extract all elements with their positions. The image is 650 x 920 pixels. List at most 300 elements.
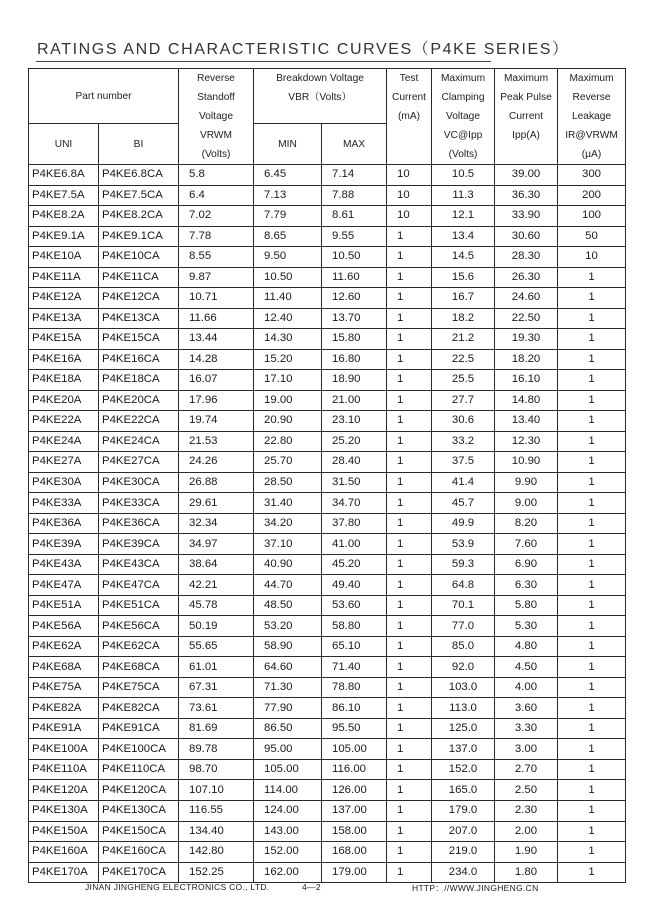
- cell-uni-part: P4KE160A: [29, 842, 99, 863]
- cell-peak-pulse-current: 19.30: [495, 329, 558, 350]
- cell-peak-pulse-current: 3.30: [495, 718, 558, 739]
- cell-clamping-voltage: 16.7: [432, 288, 495, 309]
- cell-uni-part: P4KE120A: [29, 780, 99, 801]
- cell-uni-part: P4KE100A: [29, 739, 99, 760]
- cell-reverse-leakage: 1: [558, 677, 626, 698]
- header-reverse-leakage: [558, 69, 626, 165]
- cell-clamping-voltage: 45.7: [432, 493, 495, 514]
- cell-bi-part: P4KE56CA: [99, 616, 179, 637]
- cell-vbr-min: 28.50: [254, 472, 322, 493]
- cell-clamping-voltage: 12.1: [432, 206, 495, 227]
- cell-reverse-leakage: 1: [558, 267, 626, 288]
- cell-clamping-voltage: 22.5: [432, 349, 495, 370]
- cell-bi-part: P4KE15CA: [99, 329, 179, 350]
- table-row: [29, 349, 626, 370]
- cell-uni-part: P4KE56A: [29, 616, 99, 637]
- table-row: [29, 329, 626, 350]
- cell-vrwm: 152.25: [179, 862, 254, 883]
- header-line: Maximum: [440, 73, 486, 84]
- table-row: [29, 575, 626, 596]
- cell-reverse-leakage: 50: [558, 226, 626, 247]
- cell-uni-part: P4KE30A: [29, 472, 99, 493]
- cell-reverse-leakage: 1: [558, 821, 626, 842]
- cell-vbr-min: 48.50: [254, 595, 322, 616]
- cell-uni-part: P4KE8.2A: [29, 206, 99, 227]
- cell-bi-part: P4KE62CA: [99, 636, 179, 657]
- cell-peak-pulse-current: 26.30: [495, 267, 558, 288]
- cell-vrwm: 61.01: [179, 657, 254, 678]
- cell-clamping-voltage: 30.6: [432, 411, 495, 432]
- table-row: [29, 226, 626, 247]
- cell-reverse-leakage: 1: [558, 370, 626, 391]
- cell-vrwm: 9.87: [179, 267, 254, 288]
- cell-uni-part: P4KE91A: [29, 718, 99, 739]
- table-row: [29, 698, 626, 719]
- cell-vbr-min: 15.20: [254, 349, 322, 370]
- cell-vbr-max: 7.14: [322, 165, 387, 186]
- header-reverse-standoff: [179, 69, 254, 165]
- cell-uni-part: P4KE20A: [29, 390, 99, 411]
- cell-test-current: 1: [387, 759, 432, 780]
- cell-reverse-leakage: 1: [558, 862, 626, 883]
- cell-test-current: 1: [387, 800, 432, 821]
- cell-reverse-leakage: 1: [558, 739, 626, 760]
- cell-vbr-max: 116.00: [322, 759, 387, 780]
- cell-uni-part: P4KE82A: [29, 698, 99, 719]
- header-line: Voltage: [446, 111, 481, 122]
- cell-peak-pulse-current: 5.30: [495, 616, 558, 637]
- cell-uni-part: P4KE39A: [29, 534, 99, 555]
- cell-bi-part: P4KE43CA: [99, 554, 179, 575]
- table-row: [29, 390, 626, 411]
- cell-peak-pulse-current: 2.00: [495, 821, 558, 842]
- cell-clamping-voltage: 85.0: [432, 636, 495, 657]
- cell-vrwm: 17.96: [179, 390, 254, 411]
- cell-uni-part: P4KE47A: [29, 575, 99, 596]
- header-line: (μA): [581, 149, 602, 160]
- cell-vbr-min: 71.30: [254, 677, 322, 698]
- cell-test-current: 1: [387, 534, 432, 555]
- cell-vbr-max: 105.00: [322, 739, 387, 760]
- header-vbr-label: VBR（Volts）: [288, 92, 352, 103]
- cell-clamping-voltage: 70.1: [432, 595, 495, 616]
- cell-vrwm: 21.53: [179, 431, 254, 452]
- cell-clamping-voltage: 21.2: [432, 329, 495, 350]
- cell-peak-pulse-current: 4.80: [495, 636, 558, 657]
- cell-vbr-min: 9.50: [254, 247, 322, 268]
- cell-uni-part: P4KE9.1A: [29, 226, 99, 247]
- cell-peak-pulse-current: 7.60: [495, 534, 558, 555]
- header-min: MIN: [254, 124, 322, 165]
- cell-peak-pulse-current: 28.30: [495, 247, 558, 268]
- cell-vbr-max: 7.88: [322, 185, 387, 206]
- table-row: [29, 308, 626, 329]
- cell-reverse-leakage: 1: [558, 698, 626, 719]
- cell-peak-pulse-current: 3.00: [495, 739, 558, 760]
- cell-vbr-max: 37.80: [322, 513, 387, 534]
- cell-bi-part: P4KE9.1CA: [99, 226, 179, 247]
- cell-vbr-min: 105.00: [254, 759, 322, 780]
- cell-peak-pulse-current: 14.80: [495, 390, 558, 411]
- cell-test-current: 1: [387, 657, 432, 678]
- cell-clamping-voltage: 25.5: [432, 370, 495, 391]
- cell-vrwm: 107.10: [179, 780, 254, 801]
- cell-vrwm: 34.97: [179, 534, 254, 555]
- cell-test-current: 1: [387, 718, 432, 739]
- cell-vbr-max: 34.70: [322, 493, 387, 514]
- header-peak-pulse-current: [495, 69, 558, 165]
- cell-peak-pulse-current: 33.90: [495, 206, 558, 227]
- cell-peak-pulse-current: 4.50: [495, 657, 558, 678]
- header-line: Reverse: [572, 92, 611, 103]
- header-line: Current: [392, 92, 426, 103]
- table-row: [29, 554, 626, 575]
- cell-uni-part: P4KE130A: [29, 800, 99, 821]
- cell-uni-part: P4KE62A: [29, 636, 99, 657]
- header-line: IR@VRWM: [565, 130, 618, 141]
- table-row: [29, 267, 626, 288]
- table-row: [29, 411, 626, 432]
- cell-clamping-voltage: 49.9: [432, 513, 495, 534]
- cell-vbr-min: 162.00: [254, 862, 322, 883]
- cell-reverse-leakage: 1: [558, 308, 626, 329]
- cell-vrwm: 32.34: [179, 513, 254, 534]
- cell-reverse-leakage: 1: [558, 390, 626, 411]
- cell-test-current: 1: [387, 288, 432, 309]
- cell-bi-part: P4KE16CA: [99, 349, 179, 370]
- cell-reverse-leakage: 1: [558, 288, 626, 309]
- cell-uni-part: P4KE68A: [29, 657, 99, 678]
- cell-bi-part: P4KE33CA: [99, 493, 179, 514]
- cell-vbr-max: 71.40: [322, 657, 387, 678]
- cell-test-current: 1: [387, 267, 432, 288]
- cell-bi-part: P4KE30CA: [99, 472, 179, 493]
- cell-bi-part: P4KE8.2CA: [99, 206, 179, 227]
- cell-vrwm: 50.19: [179, 616, 254, 637]
- cell-bi-part: P4KE150CA: [99, 821, 179, 842]
- cell-vbr-max: 95.50: [322, 718, 387, 739]
- cell-vrwm: 73.61: [179, 698, 254, 719]
- cell-vbr-max: 58.80: [322, 616, 387, 637]
- cell-bi-part: P4KE36CA: [99, 513, 179, 534]
- cell-bi-part: P4KE160CA: [99, 842, 179, 863]
- cell-vbr-min: 95.00: [254, 739, 322, 760]
- cell-vbr-min: 124.00: [254, 800, 322, 821]
- cell-uni-part: P4KE6.8A: [29, 165, 99, 186]
- cell-vbr-max: 25.20: [322, 431, 387, 452]
- cell-bi-part: P4KE39CA: [99, 534, 179, 555]
- cell-peak-pulse-current: 39.00: [495, 165, 558, 186]
- cell-vbr-max: 23.10: [322, 411, 387, 432]
- cell-vrwm: 142.80: [179, 842, 254, 863]
- cell-bi-part: P4KE47CA: [99, 575, 179, 596]
- cell-reverse-leakage: 1: [558, 575, 626, 596]
- cell-vrwm: 6.4: [179, 185, 254, 206]
- cell-vbr-max: 16.80: [322, 349, 387, 370]
- cell-vbr-min: 53.20: [254, 616, 322, 637]
- cell-test-current: 1: [387, 554, 432, 575]
- cell-bi-part: P4KE13CA: [99, 308, 179, 329]
- cell-vbr-min: 114.00: [254, 780, 322, 801]
- cell-bi-part: P4KE20CA: [99, 390, 179, 411]
- table-row: [29, 821, 626, 842]
- cell-vrwm: 89.78: [179, 739, 254, 760]
- cell-clamping-voltage: 219.0: [432, 842, 495, 863]
- cell-vrwm: 24.26: [179, 452, 254, 473]
- cell-reverse-leakage: 300: [558, 165, 626, 186]
- table-row: [29, 452, 626, 473]
- cell-vrwm: 7.78: [179, 226, 254, 247]
- cell-peak-pulse-current: 9.90: [495, 472, 558, 493]
- header-clamping-voltage: [432, 69, 495, 165]
- cell-reverse-leakage: 1: [558, 329, 626, 350]
- cell-vbr-max: 21.00: [322, 390, 387, 411]
- header-uni: UNI: [29, 124, 99, 165]
- cell-test-current: 1: [387, 370, 432, 391]
- cell-bi-part: P4KE91CA: [99, 718, 179, 739]
- cell-reverse-leakage: 1: [558, 431, 626, 452]
- table-row: [29, 493, 626, 514]
- cell-vrwm: 19.74: [179, 411, 254, 432]
- cell-test-current: 10: [387, 206, 432, 227]
- header-line: Clamping: [441, 92, 485, 103]
- cell-peak-pulse-current: 36.30: [495, 185, 558, 206]
- cell-vbr-min: 77.90: [254, 698, 322, 719]
- table-row: [29, 616, 626, 637]
- cell-clamping-voltage: 77.0: [432, 616, 495, 637]
- cell-reverse-leakage: 1: [558, 780, 626, 801]
- table-row: [29, 595, 626, 616]
- cell-vrwm: 29.61: [179, 493, 254, 514]
- cell-vbr-max: 8.61: [322, 206, 387, 227]
- table-row: [29, 759, 626, 780]
- table-row: [29, 677, 626, 698]
- cell-bi-part: P4KE170CA: [99, 862, 179, 883]
- header-line: Peak Pulse: [500, 92, 552, 103]
- cell-uni-part: P4KE22A: [29, 411, 99, 432]
- cell-reverse-leakage: 1: [558, 534, 626, 555]
- cell-vrwm: 10.71: [179, 288, 254, 309]
- cell-uni-part: P4KE18A: [29, 370, 99, 391]
- cell-reverse-leakage: 1: [558, 842, 626, 863]
- title-underline: [36, 61, 491, 62]
- header-line: Maximum: [569, 73, 614, 84]
- footer-company: JINAN JINGHENG ELECTRONICS CO., LTD.: [85, 882, 270, 892]
- cell-peak-pulse-current: 13.40: [495, 411, 558, 432]
- cell-vbr-min: 10.50: [254, 267, 322, 288]
- cell-reverse-leakage: 1: [558, 759, 626, 780]
- cell-bi-part: P4KE68CA: [99, 657, 179, 678]
- table-row: [29, 534, 626, 555]
- cell-peak-pulse-current: 6.30: [495, 575, 558, 596]
- cell-vbr-min: 6.45: [254, 165, 322, 186]
- cell-vbr-max: 15.80: [322, 329, 387, 350]
- cell-bi-part: P4KE24CA: [99, 431, 179, 452]
- cell-test-current: 1: [387, 247, 432, 268]
- cell-bi-part: P4KE100CA: [99, 739, 179, 760]
- cell-peak-pulse-current: 2.70: [495, 759, 558, 780]
- cell-reverse-leakage: 200: [558, 185, 626, 206]
- cell-peak-pulse-current: 16.10: [495, 370, 558, 391]
- cell-clamping-voltage: 59.3: [432, 554, 495, 575]
- cell-peak-pulse-current: 12.30: [495, 431, 558, 452]
- cell-vbr-min: 20.90: [254, 411, 322, 432]
- cell-test-current: 1: [387, 636, 432, 657]
- cell-bi-part: P4KE10CA: [99, 247, 179, 268]
- footer-url: HTTP：//WWW.JINGHENG.CN: [412, 883, 539, 893]
- cell-peak-pulse-current: 8.20: [495, 513, 558, 534]
- header-max: MAX: [322, 124, 387, 165]
- cell-vbr-min: 31.40: [254, 493, 322, 514]
- header-line: Standoff: [197, 92, 235, 103]
- cell-vbr-min: 34.20: [254, 513, 322, 534]
- cell-vrwm: 98.70: [179, 759, 254, 780]
- cell-bi-part: P4KE6.8CA: [99, 165, 179, 186]
- cell-uni-part: P4KE51A: [29, 595, 99, 616]
- cell-clamping-voltage: 10.5: [432, 165, 495, 186]
- cell-vbr-max: 158.00: [322, 821, 387, 842]
- cell-clamping-voltage: 27.7: [432, 390, 495, 411]
- cell-vbr-max: 18.90: [322, 370, 387, 391]
- cell-uni-part: P4KE36A: [29, 513, 99, 534]
- cell-test-current: 1: [387, 616, 432, 637]
- cell-vbr-max: 13.70: [322, 308, 387, 329]
- cell-clamping-voltage: 137.0: [432, 739, 495, 760]
- cell-bi-part: P4KE11CA: [99, 267, 179, 288]
- cell-test-current: 1: [387, 821, 432, 842]
- cell-vbr-min: 11.40: [254, 288, 322, 309]
- header-part-number: Part number: [29, 69, 179, 124]
- cell-test-current: 1: [387, 493, 432, 514]
- header-line: Current: [509, 111, 543, 122]
- cell-peak-pulse-current: 3.60: [495, 698, 558, 719]
- cell-vbr-min: 37.10: [254, 534, 322, 555]
- cell-test-current: 1: [387, 308, 432, 329]
- cell-reverse-leakage: 1: [558, 616, 626, 637]
- cell-vbr-max: 168.00: [322, 842, 387, 863]
- page-title: RATINGS AND CHARACTERISTIC CURVES（P4KE SERIES）: [37, 41, 570, 58]
- table-row: [29, 185, 626, 206]
- cell-uni-part: P4KE10A: [29, 247, 99, 268]
- header-line: (Volts): [448, 149, 478, 160]
- cell-vbr-max: 126.00: [322, 780, 387, 801]
- cell-reverse-leakage: 1: [558, 657, 626, 678]
- cell-reverse-leakage: 1: [558, 452, 626, 473]
- header-line: Ipp(A): [512, 130, 540, 141]
- cell-vrwm: 16.07: [179, 370, 254, 391]
- cell-uni-part: P4KE12A: [29, 288, 99, 309]
- cell-vrwm: 81.69: [179, 718, 254, 739]
- cell-uni-part: P4KE13A: [29, 308, 99, 329]
- cell-uni-part: P4KE43A: [29, 554, 99, 575]
- cell-peak-pulse-current: 18.20: [495, 349, 558, 370]
- cell-clamping-voltage: 53.9: [432, 534, 495, 555]
- cell-vbr-max: 65.10: [322, 636, 387, 657]
- cell-vrwm: 38.64: [179, 554, 254, 575]
- cell-uni-part: P4KE27A: [29, 452, 99, 473]
- cell-vbr-min: 7.79: [254, 206, 322, 227]
- table-row: [29, 657, 626, 678]
- cell-vbr-min: 19.00: [254, 390, 322, 411]
- header-line: VC@Ipp: [443, 130, 483, 141]
- cell-test-current: 1: [387, 780, 432, 801]
- cell-test-current: 1: [387, 575, 432, 596]
- cell-clamping-voltage: 207.0: [432, 821, 495, 842]
- cell-vrwm: 7.02: [179, 206, 254, 227]
- cell-peak-pulse-current: 24.60: [495, 288, 558, 309]
- cell-clamping-voltage: 152.0: [432, 759, 495, 780]
- header-line: (mA): [397, 111, 421, 122]
- cell-vrwm: 8.55: [179, 247, 254, 268]
- cell-clamping-voltage: 13.4: [432, 226, 495, 247]
- cell-bi-part: P4KE18CA: [99, 370, 179, 391]
- header-line: Test: [399, 73, 419, 84]
- cell-reverse-leakage: 1: [558, 472, 626, 493]
- table-row: [29, 288, 626, 309]
- header-line: Reverse: [197, 73, 235, 84]
- cell-vbr-min: 58.90: [254, 636, 322, 657]
- table-row: [29, 862, 626, 883]
- cell-vrwm: 67.31: [179, 677, 254, 698]
- cell-clamping-voltage: 113.0: [432, 698, 495, 719]
- cell-peak-pulse-current: 4.00: [495, 677, 558, 698]
- cell-vbr-max: 45.20: [322, 554, 387, 575]
- cell-clamping-voltage: 14.5: [432, 247, 495, 268]
- cell-vrwm: 134.40: [179, 821, 254, 842]
- table-row: [29, 800, 626, 821]
- cell-vbr-max: 49.40: [322, 575, 387, 596]
- ratings-table: [28, 68, 626, 883]
- header-breakdown-label: Breakdown Voltage: [276, 73, 364, 84]
- cell-vrwm: 14.28: [179, 349, 254, 370]
- cell-uni-part: P4KE24A: [29, 431, 99, 452]
- cell-reverse-leakage: 1: [558, 513, 626, 534]
- cell-uni-part: P4KE16A: [29, 349, 99, 370]
- cell-peak-pulse-current: 22.50: [495, 308, 558, 329]
- cell-uni-part: P4KE33A: [29, 493, 99, 514]
- cell-test-current: 1: [387, 595, 432, 616]
- cell-bi-part: P4KE75CA: [99, 677, 179, 698]
- cell-uni-part: P4KE170A: [29, 862, 99, 883]
- cell-test-current: 1: [387, 472, 432, 493]
- cell-reverse-leakage: 1: [558, 800, 626, 821]
- cell-reverse-leakage: 10: [558, 247, 626, 268]
- cell-test-current: 1: [387, 431, 432, 452]
- cell-peak-pulse-current: 5.80: [495, 595, 558, 616]
- cell-clamping-voltage: 41.4: [432, 472, 495, 493]
- cell-peak-pulse-current: 6.90: [495, 554, 558, 575]
- cell-vrwm: 5.8: [179, 165, 254, 186]
- cell-reverse-leakage: 1: [558, 554, 626, 575]
- cell-vbr-max: 12.60: [322, 288, 387, 309]
- cell-vbr-max: 9.55: [322, 226, 387, 247]
- cell-vrwm: 55.65: [179, 636, 254, 657]
- footer-page-number: 4—2: [302, 882, 321, 892]
- cell-vbr-max: 78.80: [322, 677, 387, 698]
- cell-vbr-min: 40.90: [254, 554, 322, 575]
- table-row: [29, 165, 626, 186]
- table-row: [29, 636, 626, 657]
- table-row: [29, 370, 626, 391]
- cell-reverse-leakage: 1: [558, 595, 626, 616]
- cell-test-current: 1: [387, 698, 432, 719]
- cell-peak-pulse-current: 1.80: [495, 862, 558, 883]
- cell-bi-part: P4KE130CA: [99, 800, 179, 821]
- cell-test-current: 1: [387, 226, 432, 247]
- cell-vrwm: 42.21: [179, 575, 254, 596]
- table-row: [29, 472, 626, 493]
- cell-vbr-min: 8.65: [254, 226, 322, 247]
